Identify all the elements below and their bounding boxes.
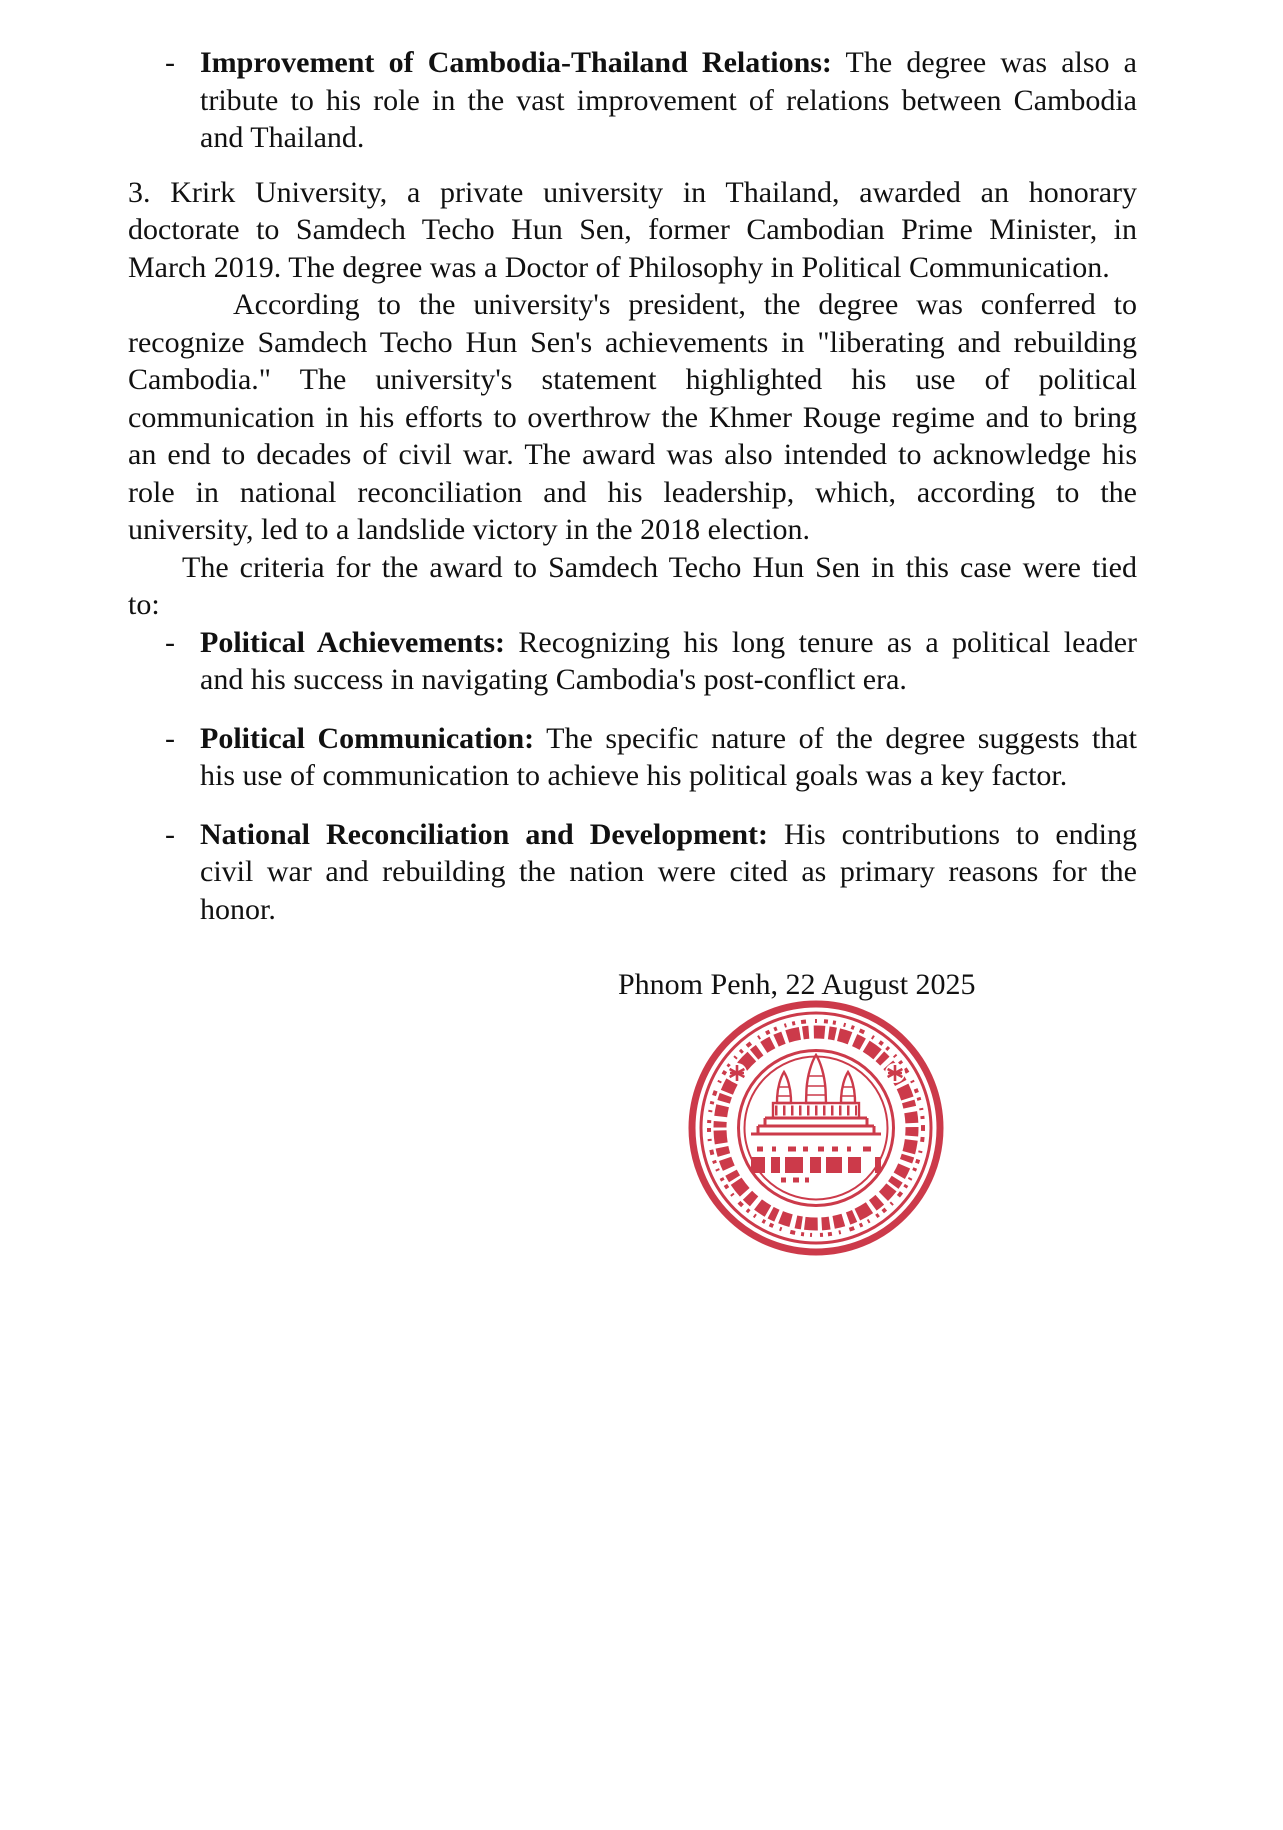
text-line: tribute to his role in the vast improvement of relations between Cambodia [200, 83, 1137, 117]
text-line: an end to decades of civil war. The award was also intended to acknowledge his [128, 438, 1137, 471]
intro-bullet [128, 44, 1137, 157]
bullet-text: The degree was also a [831, 46, 1137, 79]
text-line: role in national reconciliation and his leadership, which, according to the [128, 475, 1137, 509]
stamp-center-text [751, 1149, 881, 1180]
bullet-lead-bold: Political Achievements: [200, 625, 505, 659]
stamp-inner-ring [739, 1051, 894, 1206]
bullet-lead-bold: National Reconciliation and Development: [200, 817, 768, 851]
bullet-lead-bold: Political Communication: [200, 721, 535, 755]
text-line: communication in his efforts to overthrow the Khmer Rouge regime and to bring [128, 400, 1137, 434]
document-content [128, 44, 1137, 1004]
text-line: Cambodia." The university's statement highlighted his use of political [128, 363, 1137, 396]
stamp-inner-inner-ring [745, 1057, 888, 1200]
text-line [200, 816, 1137, 854]
paragraph-according [128, 286, 1137, 549]
bullet-text: The specific nature of the degree suggests that [534, 721, 1137, 755]
bullet-dash: - [165, 46, 175, 79]
paragraph-krirk-university [128, 174, 1137, 287]
text-line: to: [128, 588, 160, 621]
bullet-text: His contributions to ending [768, 817, 1137, 851]
date-line: Phnom Penh, 22 August 2025 [618, 968, 976, 1001]
text-line: his use of communication to achieve his political goals was a key factor. [200, 759, 1068, 792]
paragraph-criteria [128, 549, 1137, 624]
text-line: civil war and rebuilding the nation were cited as primary reasons for the [200, 855, 1137, 888]
stamp-ring-text [720, 1032, 912, 1224]
text-line [200, 720, 1137, 758]
criteria-bullet-national-reconciliation [128, 816, 1137, 929]
royal-seal-stamp [685, 997, 947, 1259]
text-line [200, 624, 1137, 662]
criteria-bullet-political-communication [128, 720, 1137, 795]
text-line: recognize Samdech Techo Hun Sen's achievements in "liberating and rebuilding [128, 325, 1137, 359]
bullet-dash: - [165, 721, 175, 755]
text-line: 3. Krirk University, a private university in Thailand, awarded an honorary [128, 175, 1137, 209]
text-line: university, led to a landslide victory in the 2018 election. [128, 513, 811, 546]
text-line: March 2019. The degree was a Doctor of Philosophy in Political Communication. [128, 250, 1110, 284]
text-line: and his success in navigating Cambodia's post-conflict era. [200, 663, 907, 696]
bullet-dash: - [165, 625, 175, 659]
bullet-lead-bold: Improvement of Cambodia-Thailand Relations: [200, 46, 832, 79]
bullet-dash: - [165, 817, 175, 851]
stamp-outer-inner-ring [701, 1013, 931, 1243]
text-line: honor. [200, 892, 276, 926]
text-line: and Thailand. [200, 121, 365, 154]
bullet-text: Recognizing his long tenure as a political leader [505, 625, 1138, 659]
text-line: The criteria for the award to Samdech Techo Hun Sen in this case were tied [182, 550, 1137, 584]
text-line: doctorate to Samdech Techo Hun Sen, former Cambodian Prime Minister, in [128, 213, 1137, 246]
text-line: According to the university's president, the degree was conferred to [233, 288, 1137, 321]
text-line [200, 44, 1137, 82]
criteria-bullet-political-achievements [128, 624, 1137, 699]
stamp-outer-ring [692, 1004, 940, 1252]
